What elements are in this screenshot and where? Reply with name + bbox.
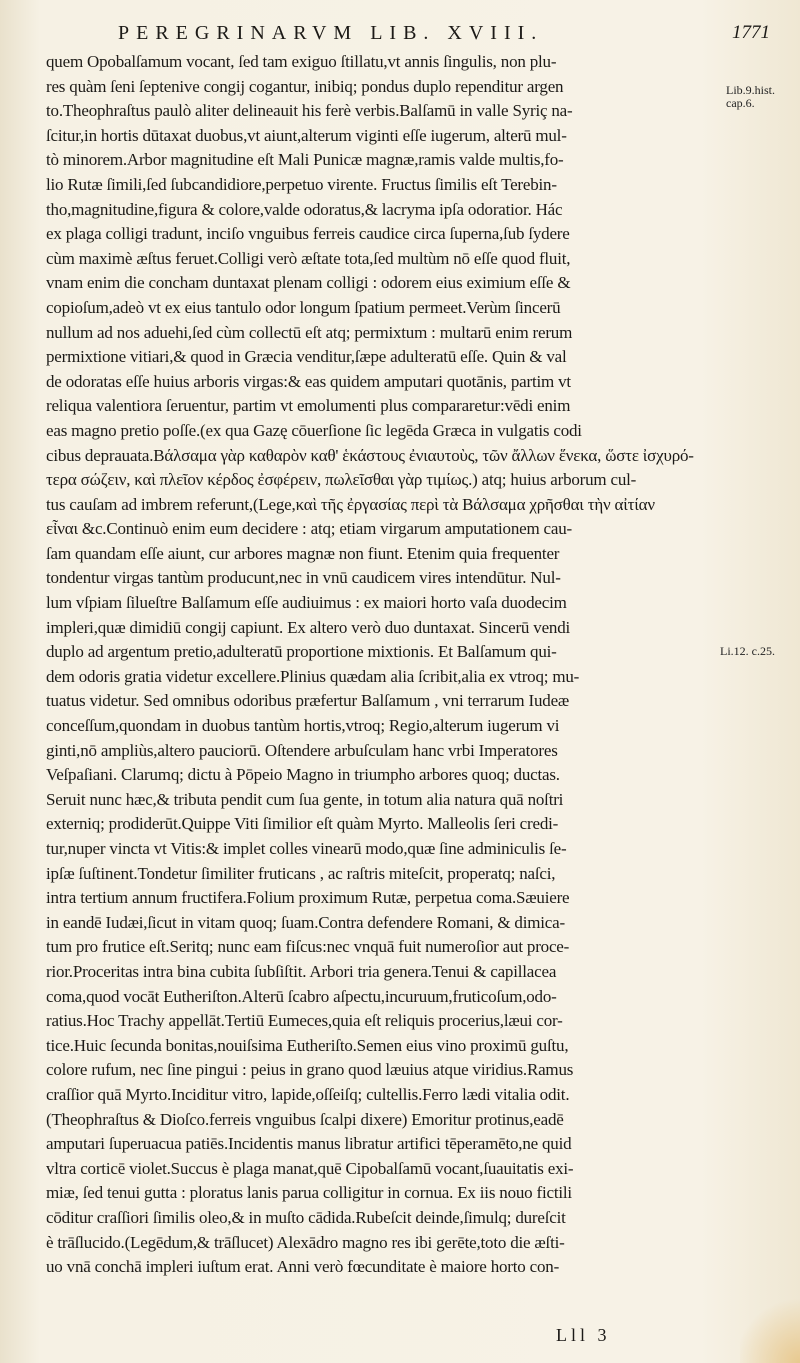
text-line: tondentur virgas tantùm producunt,nec in vnū caudicem vires intendūtur. Nul- — [46, 568, 561, 588]
text-line: colore rufum, nec ſine pingui : peius in grano quod læuius atque viridius.Ramus — [46, 1060, 574, 1080]
text-line: è trāſlucido.(Legēdum,& trāſlucet) Alexādro magno res ibi gerēte,toto die æſti- — [46, 1232, 565, 1252]
text-line: Veſpaſiani. Clarumq; dictu à Pōpeio Magno in triumpho arbores quoq; ductas. — [46, 765, 560, 785]
text-line: lum vſpiam ſilueſtre Balſamum eſſe audiuimus : ex maiori horto vaſa duodecim — [46, 593, 567, 613]
marginal-note: Lib.9.hist. cap.6. — [726, 83, 776, 110]
text-line: coma,quod vocāt Eutheriſton.Alterū ſcabro aſpectu,incuruum,fruticoſum,odo- — [46, 986, 557, 1006]
body-text — [46, 50, 716, 1329]
text-line: eas magno pretio poſſe.(ex qua Gazę cōuerſione ſic legēda Græca in vulgatis codi — [46, 420, 582, 440]
text-line: ginti,nō ampliùs,altero pauciorū. Oſtendere arbuſculam hanc vrbi Imperatores — [46, 740, 558, 760]
text-line: conceſſum,quondam in duobus tantùm hortis,vtroq; Regio,alterum iugerum vi — [46, 716, 560, 736]
text-line: nullum ad nos aduehi,ſed cùm collectū eſt atq; permixtum : multarū enim rerum — [46, 322, 573, 342]
text-line: reliqua valentiora ſeruentur, partim vt emolumenti plus compararetur:vēdi enim — [46, 396, 571, 416]
text-line: dem odoris gratia videtur excellere.Plinius quædam alia ſcribit,alia ex vtroq; mu- — [46, 666, 580, 686]
text-line: tus cauſam ad imbrem referunt,(Lege,καὶ τῆς ἐργασίας περὶ τὰ Βάλσαμα χρῆσθαι τὴν αἰτίαν — [46, 494, 655, 514]
text-line: quem Opobalſamum vocant, ſed tam exiguo ſtillatu,vt annis ſingulis, non plu- — [46, 52, 557, 71]
text-line: lio Rutæ ſimili,ſed ſubcandidiore,perpetuo virente. Fructus ſimilis eſt Terebin- — [46, 174, 557, 194]
marginal-note: Li.12. c.25. — [720, 644, 775, 658]
text-line: vltra corticē violet.Succus è plaga manat,quē Cipobalſamū vocant,ſuauitatis exi- — [46, 1158, 574, 1178]
text-line — [46, 1280, 716, 1305]
text-line: de odoratas eſſe huius arboris virgas:& eas quidem amputari quotānis, partim vt — [46, 371, 571, 391]
text-line: duplo ad argentum pretio,adulteratū proportione mixtionis. Et Balſamum qui- — [46, 642, 557, 662]
text-line: res quàm ſeni ſeptenive congij cogantur, inibiq; pondus duplo rependitur argen — [46, 76, 564, 96]
text-line: vnam enim die concham duntaxat plenam colligi : odorem eius eximium eſſe & — [46, 273, 571, 293]
text-line: amputari ſuperuacua patiēs.Incidentis manus libratur artifici tēperamēto,ne quid — [46, 1134, 572, 1154]
text-line: τερα σώζειν, καὶ πλεῖον κέρδος ἐσφέρειν, πωλεῖσθαι γὰρ τιμίως.) atq; huius arborum cul- — [46, 470, 637, 490]
text-line: cùm maximè æſtus feruet.Colligi verò æſtate tota,ſed multùm nō eſſe quod fluit, — [46, 248, 571, 268]
text-line: tur,nuper vincta vt Vitis:& implet colles vinearū modo,quæ ſine adminiculis ſe- — [46, 839, 567, 858]
text-line: tuatus videtur. Sed omnibus odoribus præfertur Balſamum , vni terrarum Iudeæ — [46, 691, 570, 711]
text-line: rior.Proceritas intra bina cubita ſubſiſtit. Arbori tria genera.Tenui & capillacea — [46, 961, 557, 981]
text-line: tum pro frutice eſt.Seritq; nunc eam fiſcus:nec vnquā fuit numeroſior aut proce- — [46, 937, 570, 957]
text-line: ſam quandam eſſe aiunt, cur arbores magnæ non fiunt. Etenim quia frequenter — [46, 543, 560, 563]
text-line: copioſum,adeò vt ex eius tantulo odor longum ſpatium permeet.Verùm ſincerū — [46, 297, 561, 317]
text-line: in eandē Iudæi,ſicut in vitam quoq; ſuam.Contra defendere Romani, & dimica- — [46, 912, 565, 932]
text-line — [46, 1304, 716, 1329]
text-line: craſſior quā Myrto.Inciditur vitro, lapide,oſſeiſq; cultellis.Ferro lædi vitalia odit. — [46, 1084, 570, 1104]
text-line: (Theophraſtus & Dioſco.ferreis vnguibus ſcalpi dixere) Emoritur protinus,eadē — [46, 1109, 564, 1129]
text-line: ſcitur,in hortis dūtaxat duobus,vt aiunt,alterum viginti eſſe iugerum, alterū mul- — [46, 125, 567, 145]
text-line: tò minorem.Arbor magnitudine eſt Mali Punicæ magnæ,ramis valde multis,fo- — [46, 150, 564, 170]
signature-mark: Lll 3 — [556, 1325, 611, 1345]
text-line: externiq; prodiderūt.Quippe Viti ſimilior eſt quàm Myrto. Malleolis ſeri credi- — [46, 814, 559, 834]
text-line: ex plaga colligi tradunt, inciſo vnguibus ferreis caudice circa ſuperna,ſub ſydere — [46, 224, 570, 244]
text-line: cibus deprauata.Βάλσαμα γὰρ καθαρὸν καθ' ἑκάστους ἐνιαυτοὺς, τῶν ἄλλων ἕνεκα, ὥστε ἰσχυρό- — [46, 445, 694, 465]
page-stain — [740, 1293, 800, 1363]
text-line: Seruit nunc hæc,& tributa pendit cum ſua gente, in totum alia natura quā noſtri — [46, 789, 564, 809]
text-line: tice.Huic ſecunda bonitas,nouiſsima Eutheriſto.Semen eius vino proximū guſtu, — [46, 1035, 569, 1055]
text-line: miæ, ſed tenui gutta : ploratus lanis parua colligitur in cornua. Ex iis nouo fictili — [46, 1183, 572, 1203]
text-line: ipſæ ſuſtinent.Tondetur ſimiliter fruticans , ac raſtris miteſcit, properatq; naſci, — [46, 863, 556, 883]
text-line: impleri,quæ dimidiū congij capiunt. Ex altero verò duo duntaxat. Sincerū vendi — [46, 617, 571, 637]
text-line: to.Theophraſtus paulò aliter delineauit his ferè verbis.Balſamū in valle Syriç na- — [46, 101, 573, 121]
text-line: εἶναι &c.Continuò enim eum decidere : atq; etiam virgarum amputationem cau- — [46, 519, 572, 539]
page-number: 1771 — [732, 22, 770, 43]
text-line: tho,magnitudine,figura & colore,valde odoratus,& lacryma ipſa odoratior. Hác — [46, 199, 563, 219]
text-line: uo vnā conchā impleri iuſtum erat. Anni verò fœcunditate è maiore horto con- — [46, 1257, 560, 1277]
text-line: intra tertium annum fructifera.Folium proximum Rutæ, perpetua coma.Sæuiere — [46, 888, 570, 908]
running-head: PEREGRINARVM LIB. XVIII. — [118, 22, 544, 44]
page-header — [118, 14, 778, 46]
text-line: ratius.Hoc Trachy appellāt.Tertiū Eumeces,quia eſt reliquis procerius,læui cor- — [46, 1011, 563, 1031]
text-line: permixtione vitiari,& quod in Græcia venditur,ſæpe adulteratū eſſe. Quin & val — [46, 347, 567, 367]
text-line: cōditur craſſiori ſimilis oleo,& in muſto cādida.Rubeſcit deinde,ſimulq; dureſcit — [46, 1207, 566, 1227]
